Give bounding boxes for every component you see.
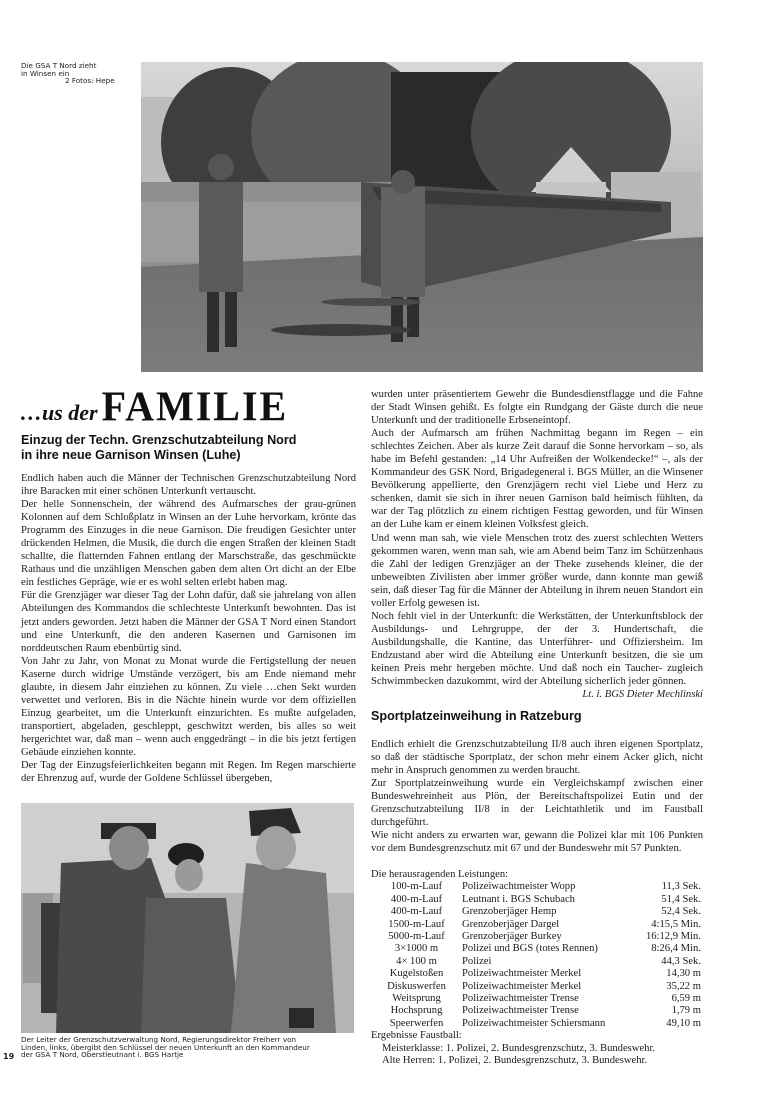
headline-line: Einzug der Techn. Grenzschutzabteilung Nord — [21, 433, 297, 447]
athlete-cell: Polizeiwachtmeister Wopp — [462, 881, 576, 893]
paragraph: Der helle Sonnenschein, der während des Aufmarsches der grau-grünen Kolonnen auf dem Schloßplatz in Winsen an der Luhe hervorkam, krönte das Programm des Einzuges in die neue Garnison. Die freudigen Gesichter unter drückenden Helmen, die Musik, die durch die engen Straßen der kleinen Stadt schallte, die flatternden Fahnen entlang der Marschstraße, das geschmückte Rathaus und die unzähligen Menschen gaben dem alten Ort dicht an der Elbe ein festliches Gepräge, wie er es wohl selten erlebt haben mag. — [21, 499, 356, 589]
paragraph: Endlich erhielt die Grenzschutzabteilung II/8 auch ihren eigenen Sportplatz, so daß der städtische Sportplatz, der schon mehr einem Acker glich, nicht mehr in Anspruch genommen zu werden braucht. — [371, 739, 703, 777]
discipline-cell: Weitsprung — [392, 993, 441, 1005]
paragraph: Auch der Aufmarsch am frühen Nachmittag begann im Regen – ein schlechtes Zeichen. Aber als kurze Zeit darauf die Sonne hervorkam – so, als habe im Befehl gestanden: „14 Uhr Aufreißen der Wolkendecke!“ –, als der Kommandeur des GSK Nord, Brigadegeneral i. BGS Müller, an die Winsener Bevölkerung appellierte, den Grenzjägern recht viel Liebe und Herz zu schenken, damit sie sich in ihrer neuen Garnison bald heimisch fühlten, da war der Tag plötzlich zu einem richtigen Festtag geworden, und für Winsen an der Luhe kam er einem kleinen Volksfest gleich. — [371, 428, 703, 531]
result-cell: 1,79 m — [671, 1005, 701, 1017]
paragraph — [371, 610, 703, 701]
section-title — [20, 383, 288, 430]
discipline-cell: 100-m-Lauf — [390, 881, 443, 893]
discipline-cell: 400-m-Lauf — [390, 906, 443, 918]
discipline-cell: 4× 100 m — [396, 955, 437, 967]
athlete-cell: Grenzoberjäger Burkey — [462, 931, 562, 943]
athlete-cell: Polizeiwachtmeister Trense — [462, 1005, 579, 1017]
results-heading: Die herausragenden Leistungen: — [371, 869, 509, 880]
athlete-cell: Polizeiwachtmeister Merkel — [462, 968, 582, 980]
paragraph-text: Noch fehlt viel in der Unterkunft: die Werkstätten, der Unterkunftsblock der Ausbildungs- und Lehrgruppe, der der 3. Hundertschaft, die Ausbildungshalle, die Kantine, das Unterführer- und Offiziersheim. Im Endzustand aber wird die Abteilung eine Unterkunft besitzen, die sie um keinen Preis mehr hergeben möchte. Und daß noch ein Taucher- zugleich Schwimmbecken dazukommt, wird der Abteilung sicherlich jeder gönnen. — [371, 610, 703, 688]
caption-line: Die GSA T Nord zieht — [21, 61, 97, 70]
author-byline: Lt. i. BGS Dieter Mechlinski — [582, 689, 703, 701]
result-cell: 16:12,9 Min. — [645, 931, 701, 943]
bottom-photo — [21, 803, 354, 1033]
results-row — [371, 919, 701, 931]
results-row — [371, 993, 701, 1005]
discipline-cell: 400-m-Lauf — [390, 893, 443, 905]
discipline-cell: 5000-m-Lauf — [388, 931, 445, 943]
result-cell: 8:26,4 Min. — [651, 943, 701, 955]
discipline-cell: Diskuswerfen — [387, 980, 446, 992]
article2-body — [371, 738, 703, 855]
result-cell: 4:15,5 Min. — [651, 918, 701, 930]
paragraph: Von Jahr zu Jahr, von Monat zu Monat wurde die Fertigstellung der neuen Kaserne durch widrige Umstände verzögert, bis am Ende niemand mehr glaubte, in diesem Jahr einziehen zu können. Zu viele …chen Sekt wurden verwettet und verloren. Bis in die Nächte hinein wurde vor dem offiziellen Einzug gearbeitet, um die Unterkunft einzurichten. Es mußte aufgeladen, transportiert, abgeladen, geschleppt, geschwitzt werden, bis alles so weit hergerichtet war, daß man – wenn auch enggedrängt – in die bis jetzt fertigen Gebäude einziehen konnte. — [21, 655, 356, 758]
athlete-cell: Polizei und BGS (totes Rennen) — [462, 943, 598, 955]
bottom-photo-caption — [21, 1036, 356, 1059]
athlete-cell: Polizeiwachtmeister Merkel — [462, 980, 582, 992]
results-row — [371, 894, 701, 906]
paragraph: Zur Sportplatzeinweihung wurde ein Vergleichskampf zwischen einer Bundeswehreinheit aus Plön, der Bereitschaftspolizei Eutin und der Grenzschutzabteilung II/8 in der Leichtathletik und im Faustball durchgeführt. — [371, 778, 703, 829]
paragraph: Und wenn man sah, wie viele Menschen trotz des zuerst schlechten Wetters gekommen waren, wenn man sah, wie am Abend beim Tanz im Schützenhaus die Zahl der ledigen Grenzjäger an der Theke zusehends kleiner, die der unbeweibten Zivilisten aber immer größer wurde, dann konnte man gewiß sein, daß dieser Tag für die Männer der Abteilung in ihrem neuen Standort ein voller Erfolg gewesen ist. — [371, 532, 703, 609]
paragraph: Wie nicht anders zu erwarten war, gewann die Polizei klar mit 106 Punkten vor dem Bundesgrenzschutz mit 67 und der Bundeswehr mit 57 Punkten. — [371, 830, 703, 855]
result-cell: 52,4 Sek. — [661, 906, 701, 918]
article2-headline: Sportplatzeinweihung in Ratzeburg — [371, 709, 582, 723]
article1-column2 — [371, 388, 703, 701]
results-row — [371, 943, 701, 955]
athlete-cell: Grenzoberjäger Hemp — [462, 906, 557, 918]
results-rows — [371, 881, 701, 1030]
discipline-cell: 1500-m-Lauf — [388, 918, 445, 930]
result-cell: 35,22 m — [666, 980, 701, 992]
article1-headline — [21, 433, 361, 463]
photo-credit: 2 Fotos: Hepe — [65, 76, 115, 86]
headline-line: in ihre neue Garnison Winsen (Luhe) — [21, 448, 241, 462]
results-row — [371, 981, 701, 993]
discipline-cell: Hochsprung — [390, 1005, 443, 1017]
result-cell: 11,3 Sek. — [661, 881, 701, 893]
athlete-cell: Grenzoberjäger Dargel — [462, 918, 560, 930]
results-row — [371, 1005, 701, 1017]
athlete-cell: Polizei — [462, 955, 492, 967]
result-cell: 6,59 m — [671, 993, 701, 1005]
results-row — [371, 1018, 701, 1030]
faustball-rows — [371, 1043, 701, 1068]
paragraph: Der Tag der Einzugsfeierlichkeiten begann mit Regen. Im Regen marschierte der Ehrenzug auf, wurde der Goldene Schlüssel übergeben, — [21, 760, 356, 785]
result-cell: 44,3 Sek. — [661, 955, 701, 967]
page-number: 19 — [3, 1052, 15, 1061]
discipline-cell: Kugelstoßen — [389, 968, 444, 980]
section-title-main: FAMILIE — [101, 382, 289, 431]
athlete-cell: Leutnant i. BGS Schubach — [462, 893, 575, 905]
faustball-placing: 1. Polizei, 2. Bundesgrenzschutz, 3. Bundeswehr. — [445, 1042, 656, 1054]
caption-line: in Winsen ein — [21, 68, 70, 78]
faustball-class: Meisterklasse: — [382, 1042, 444, 1054]
result-cell: 51,4 Sek. — [661, 893, 701, 905]
results-row — [371, 931, 701, 943]
results-row — [371, 956, 701, 968]
discipline-cell: Speerwerfen — [389, 1017, 444, 1029]
results-row — [371, 906, 701, 918]
faustball-placing: 1. Polizei, 2. Bundesgrenzschutz, 3. Bundeswehr. — [437, 1055, 648, 1067]
athlete-cell: Polizeiwachtmeister Trense — [462, 993, 579, 1005]
paragraph: Endlich haben auch die Männer der Technischen Grenzschutzabteilung Nord ihre Baracken mit einer schönen Unterkunft vertauscht. — [21, 473, 356, 498]
caption-line: Der Leiter der Grenzschutzverwaltung Nord, Regierungsdirektor Freiherr von — [21, 1035, 297, 1044]
result-cell: 14,30 m — [666, 968, 701, 980]
top-photo-caption — [21, 62, 131, 85]
results-row — [371, 968, 701, 980]
faustball-row — [371, 1055, 701, 1067]
handover-photo-illustration — [21, 803, 354, 1033]
discipline-cell: 3×1000 m — [394, 943, 439, 955]
athlete-cell: Polizeiwachtmeister Schiersmann — [462, 1017, 606, 1029]
top-photo — [141, 62, 703, 372]
results-row — [371, 881, 701, 893]
section-title-prefix: …us der — [20, 400, 98, 425]
caption-line: Linden, links, übergibt den Schlüssel der neuen Unterkunft an den Kommandeur — [21, 1042, 310, 1052]
article1-column1 — [21, 472, 356, 785]
result-cell: 49,10 m — [666, 1017, 701, 1029]
faustball-heading: Ergebnisse Faustball: — [371, 1030, 462, 1042]
results-table — [371, 869, 701, 1068]
caption-line: der GSA T Nord, Oberstleutnant i. BGS Hartje — [21, 1050, 184, 1060]
paragraph: wurden unter präsentiertem Gewehr die Bundesdienstflagge und die Fahne der Stadt Winsen gehißt. Es folgte ein Rundgang der Gäste durch die neue Unterkunft und der traditionelle Erbseneintopf. — [371, 389, 703, 427]
paragraph: Für die Grenzjäger war dieser Tag der Lohn dafür, daß sie jahrelang von allen Abteilungen des Kommandos die schlechteste Unterkunft bewohnten. Das ist jetzt anders geworden. Jetzt haben die Männer der GSA T Nord einen Standort und eine Unterkunft, die den anderen Kasernen und Garnisonen im norddeutschen Raum ebenbürtig sind. — [21, 590, 356, 654]
faustball-row — [371, 1043, 701, 1055]
faustball-class: Alte Herren: — [382, 1055, 436, 1067]
parade-photo-illustration — [141, 62, 703, 372]
